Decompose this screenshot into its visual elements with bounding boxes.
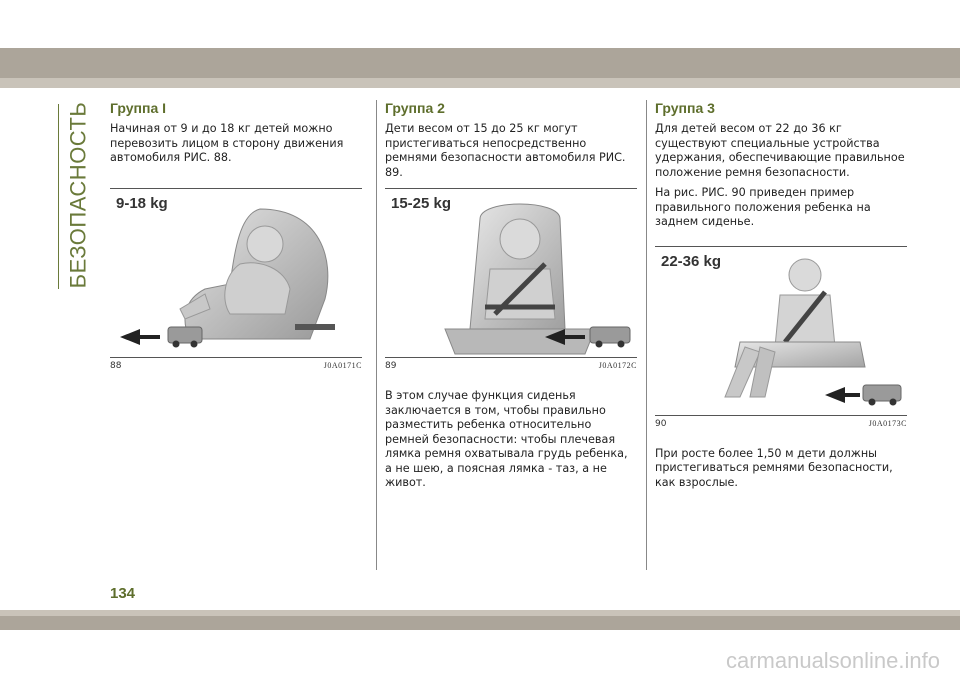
weight-label: 15-25 kg bbox=[391, 195, 452, 212]
column-group-2 bbox=[385, 100, 637, 497]
figure-caption bbox=[110, 358, 362, 371]
child-seat-illustration bbox=[110, 189, 362, 357]
column-group-3 bbox=[655, 100, 907, 496]
weight-label: 22-36 kg bbox=[661, 252, 722, 270]
paragraph: Дети весом от 15 до 25 кг могут пристегиваться непосредственно ремнями безопасности автомобиля РИС. 89. bbox=[385, 122, 626, 179]
figure-89 bbox=[385, 188, 637, 371]
paragraph: В этом случае функция сиденья заключается в том, чтобы правильно разместить ребенка относительно ремней безопасности: чтобы плечевая лямка ремня охватывала грудь ребенка, а не шею, а поясная лямка - таз, а не живот. bbox=[385, 389, 628, 489]
heading-group-1: Группа I bbox=[110, 100, 167, 116]
paragraph: Начиная от 9 и до 18 кг детей можно перевозить лицом в сторону движения автомобиля РИС. 88. bbox=[110, 122, 344, 164]
figure-number: 88 bbox=[110, 360, 122, 371]
figure-image bbox=[655, 247, 907, 415]
figure-caption bbox=[655, 416, 907, 429]
figure-image bbox=[110, 189, 362, 357]
booster-seat-illustration bbox=[385, 189, 637, 357]
watermark: carmanualsonline.info bbox=[725, 648, 940, 673]
section-side-title-text: БЕЗОПАСНОСТЬ bbox=[65, 101, 90, 289]
column-group-1 bbox=[110, 100, 362, 371]
heading-group-3: Группа 3 bbox=[655, 100, 715, 116]
figure-code: J0A0173C bbox=[868, 418, 907, 428]
cushion-seat-illustration bbox=[655, 247, 907, 415]
figure-number: 90 bbox=[655, 418, 667, 429]
page-number: 134 bbox=[110, 585, 136, 602]
figure-90 bbox=[655, 246, 907, 429]
column-divider bbox=[376, 100, 377, 570]
section-side-title bbox=[58, 100, 98, 290]
paragraph: На рис. РИС. 90 приведен пример правильного положения ребенка на заднем сиденье. bbox=[655, 186, 871, 228]
paragraph: Для детей весом от 22 до 36 кг существуют специальные устройства удержания, обеспечивающие правильное положение ремня безопасности. bbox=[655, 122, 905, 179]
top-margin bbox=[0, 0, 960, 48]
header-band-light bbox=[0, 78, 960, 88]
figure-code: J0A0171C bbox=[323, 360, 362, 370]
figure-code: J0A0172C bbox=[598, 361, 637, 370]
heading-group-2: Группа 2 bbox=[385, 100, 445, 116]
figure-88 bbox=[110, 188, 362, 371]
column-divider bbox=[646, 100, 647, 570]
header-band bbox=[0, 48, 960, 78]
figure-image bbox=[385, 189, 637, 357]
figure-number: 89 bbox=[385, 361, 397, 371]
weight-label: 9-18 kg bbox=[116, 194, 168, 212]
figure-caption bbox=[385, 358, 637, 371]
footer-band bbox=[0, 616, 960, 630]
paragraph: При росте более 1,50 м дети должны пристегиваться ремнями безопасности, как взрослые. bbox=[655, 446, 893, 489]
